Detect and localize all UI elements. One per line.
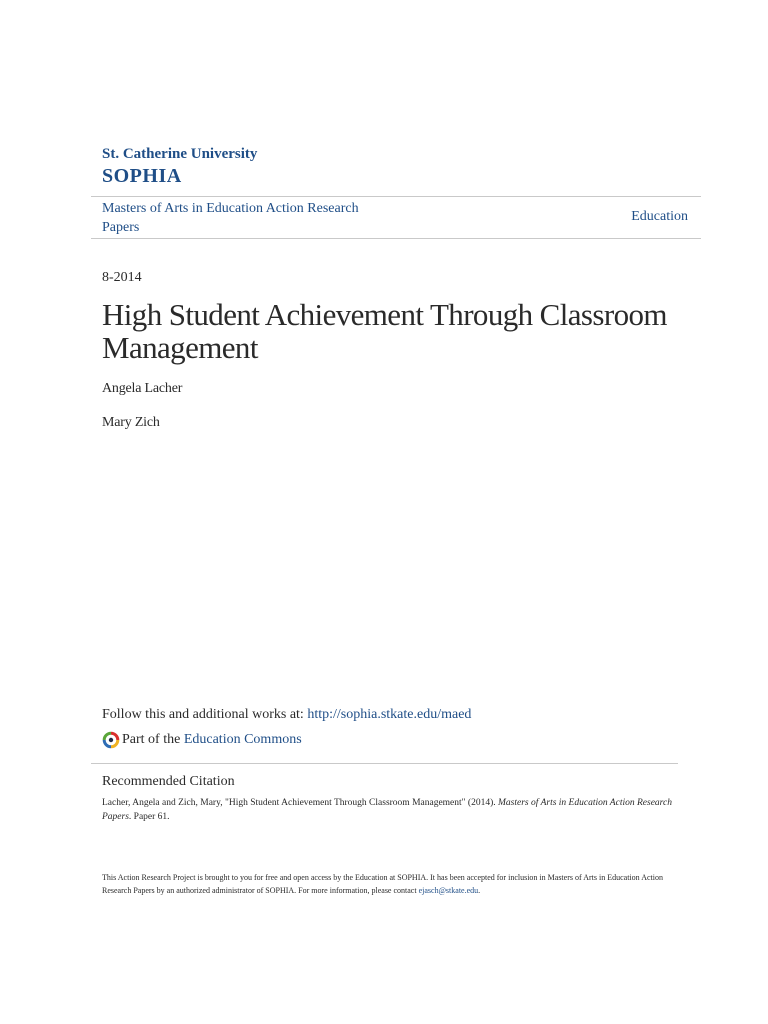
- contact-email-link[interactable]: ejasch@stkate.edu: [418, 886, 479, 895]
- network-commons-icon: [102, 731, 120, 749]
- follow-line: [102, 707, 471, 723]
- part-of-label: Part of the: [122, 732, 184, 747]
- author-name: Angela Lacher: [102, 381, 183, 396]
- paper-title: High Student Achievement Through Classroom Management: [102, 297, 667, 365]
- access-statement-text: This Action Research Project is brought to you for free and open access by the Education at SOPHIA. It has been accepted for inclusion in Masters of Arts in Education Action Research Papers by an authorized administrator of SOPHIA. For more information, please contact: [102, 873, 663, 895]
- author-name: Mary Zich: [102, 415, 160, 430]
- education-commons-link[interactable]: Education Commons: [183, 732, 302, 747]
- citation-heading: Recommended Citation: [102, 774, 235, 789]
- repository-name-link[interactable]: SOPHIA: [102, 165, 182, 187]
- repository-url-link[interactable]: http://sophia.stkate.edu/maed: [307, 707, 472, 722]
- part-of-line: [102, 729, 302, 751]
- series-link[interactable]: Masters of Arts in Education Action Research Papers: [102, 201, 359, 235]
- repository-header: [102, 145, 257, 188]
- follow-label: Follow this and additional works at:: [102, 707, 308, 722]
- section-divider: [91, 763, 678, 764]
- access-statement-end: .: [478, 886, 481, 895]
- institution-name-link[interactable]: St. Catherine University: [102, 146, 258, 162]
- publication-date: 8-2014: [102, 270, 142, 285]
- series-bar: [91, 196, 701, 239]
- citation-text: [102, 796, 672, 824]
- access-statement: [102, 871, 677, 897]
- citation-suffix: . Paper 61.: [128, 812, 170, 822]
- citation-journal: Masters of Arts in Education Action Research Papers: [102, 798, 672, 822]
- citation-body: Lacher, Angela and Zich, Mary, "High Student Achievement Through Classroom Management" (2014).: [102, 798, 498, 808]
- discipline-link[interactable]: Education: [631, 209, 688, 224]
